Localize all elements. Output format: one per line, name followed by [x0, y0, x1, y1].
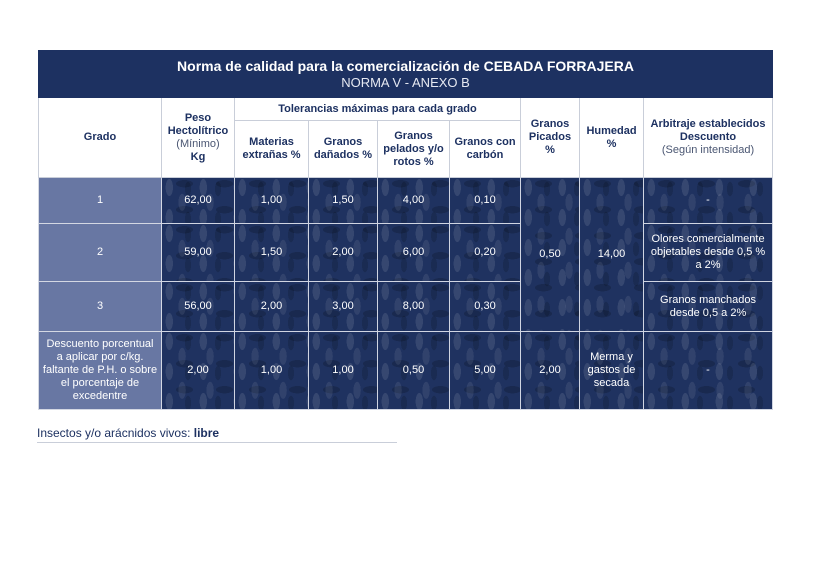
header-humedad: Humedad %	[580, 98, 644, 178]
descuento-carbon: 5,00	[450, 332, 521, 410]
descuento-arbitraje: -	[644, 332, 773, 410]
descuento-label: Descuento porcentual a aplicar por c/kg. faltante de P.H. o sobre el porcentaje de excedentre	[39, 332, 162, 410]
header-peso-label: Peso Hectolítrico	[167, 111, 229, 137]
descuento-peso: 2,00	[162, 332, 235, 410]
grado-cell: 1	[39, 178, 162, 224]
header-arbitraje-note: (Según intensidad)	[661, 144, 755, 156]
materias-cell: 1,00	[235, 178, 309, 224]
danados-cell: 1,50	[309, 178, 378, 224]
pelados-cell: 4,00	[378, 178, 450, 224]
materias-cell: 2,00	[235, 282, 309, 332]
descuento-materias: 1,00	[235, 332, 309, 410]
peso-cell: 62,00	[162, 178, 235, 224]
header-pelados: Granos pelados y/o rotos %	[378, 121, 450, 178]
carbon-cell: 0,20	[450, 224, 521, 282]
table-row	[39, 224, 773, 282]
table-row	[39, 282, 773, 332]
carbon-cell: 0,10	[450, 178, 521, 224]
title-main: Norma de calidad para la comercialización de CEBADA FORRAJERA	[177, 58, 634, 74]
arbitraje-cell: Olores comercialmente objetables desde 0,5 % a 2%	[644, 224, 773, 282]
danados-cell: 2,00	[309, 224, 378, 282]
materias-cell: 1,50	[235, 224, 309, 282]
arbitraje-cell: Granos manchados desde 0,5 a 2%	[644, 282, 773, 332]
humedad-shared-cell: 14,00	[580, 178, 644, 332]
header-grado: Grado	[39, 98, 162, 178]
header-danados: Granos dañados %	[309, 121, 378, 178]
header-tolerancias: Tolerancias máximas para cada grado	[235, 98, 521, 121]
header-picados: Granos Picados %	[521, 98, 580, 178]
footnote	[37, 426, 397, 443]
quality-standard-table	[38, 50, 773, 410]
table-title	[39, 51, 773, 98]
header-carbon: Granos con carbón	[450, 121, 521, 178]
header-peso-unit: Kg	[190, 150, 206, 163]
footnote-label: Insectos y/o arácnidos vivos:	[37, 426, 191, 440]
footnote-value: libre	[193, 426, 220, 440]
table-row	[39, 178, 773, 224]
header-materias: Materias extrañas %	[235, 121, 309, 178]
pelados-cell: 8,00	[378, 282, 450, 332]
descuento-picados: 2,00	[521, 332, 580, 410]
grado-cell: 3	[39, 282, 162, 332]
danados-cell: 3,00	[309, 282, 378, 332]
header-arbitraje	[644, 98, 773, 178]
descuento-pelados: 0,50	[378, 332, 450, 410]
picados-shared-cell: 0,50	[521, 178, 580, 332]
peso-cell: 59,00	[162, 224, 235, 282]
grado-cell: 2	[39, 224, 162, 282]
title-sub: NORMA V - ANEXO B	[341, 75, 470, 90]
header-peso	[162, 98, 235, 178]
peso-cell: 56,00	[162, 282, 235, 332]
pelados-cell: 6,00	[378, 224, 450, 282]
arbitraje-cell: -	[644, 178, 773, 224]
descuento-humedad: Merma y gastos de secada	[580, 332, 644, 410]
carbon-cell: 0,30	[450, 282, 521, 332]
header-peso-min: (Mínimo)	[176, 137, 220, 150]
descuento-danados: 1,00	[309, 332, 378, 410]
header-arbitraje-label: Arbitraje establecidos Descuento	[650, 118, 766, 143]
descuento-row	[39, 332, 773, 410]
